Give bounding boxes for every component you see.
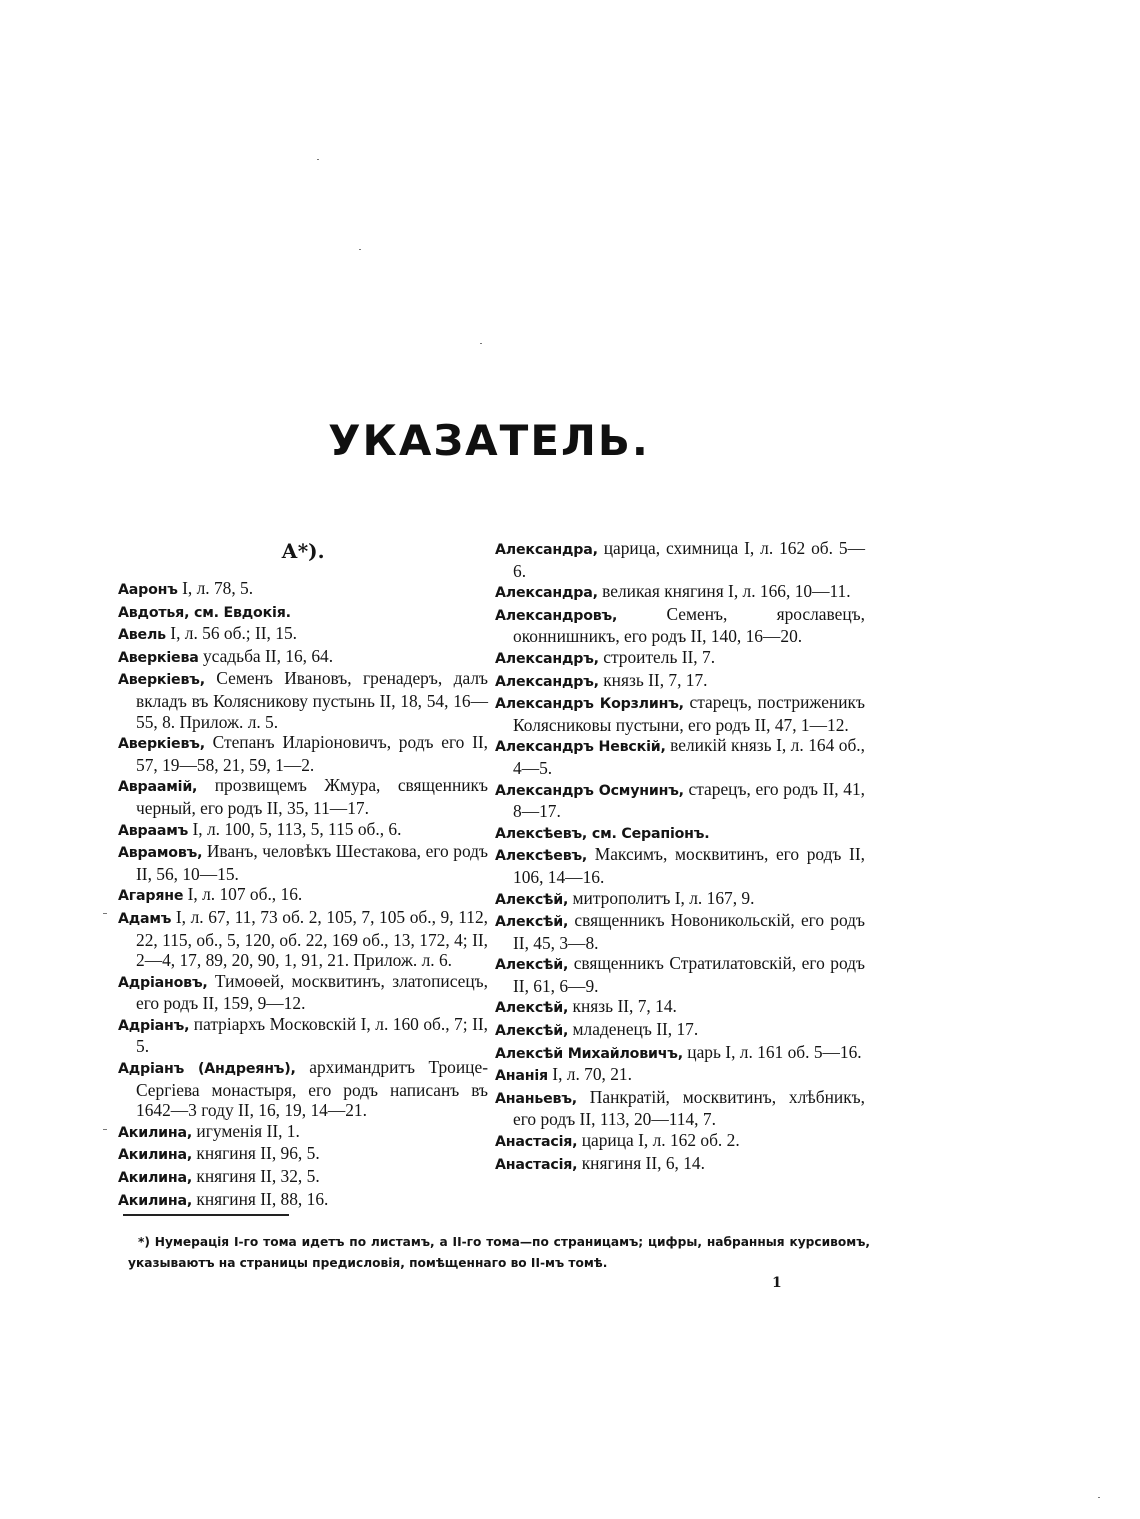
index-entry-headword: Акилина, (118, 1170, 193, 1187)
index-entry-headword: Акилина, (118, 1147, 193, 1164)
index-entry-references: великій князь I, л. 164 об., 4—5. (513, 735, 865, 778)
index-entry (495, 996, 865, 1019)
section-letter-heading: А*). (281, 539, 325, 563)
index-entry-references: священникъ Новоникольскій, его родъ II, 45, 3—8. (513, 910, 865, 953)
index-entry-references: Панкратій, москвитинъ, хлѣбникъ, его родъ II, 113, 20—114, 7. (513, 1086, 865, 1130)
index-entry (495, 1087, 865, 1130)
index-entry-headword: Алексѣй, (495, 1000, 569, 1017)
index-entry (495, 670, 865, 693)
index-entry-references: царица I, л. 162 об. 2. (577, 1130, 740, 1151)
index-entry-references: Семенъ, ярославецъ, оконнишникъ, его родъ II, 140, 16—20. (513, 603, 865, 647)
index-entry (118, 1189, 488, 1212)
index-entry-references: великая княгиня I, л. 166, 10—11. (597, 581, 851, 602)
index-entry-headword: Александровъ, (495, 607, 618, 624)
index-entry-headword: Анастасія, (495, 1134, 578, 1151)
footnote: *) Нумерація I-го тома идетъ по листамъ, а II-го тома—по страницамъ; цифры, набранныя курсивомъ, указываютъ на страницы предисловія, помѣщеннаго во II-мъ томѣ. (128, 1235, 870, 1270)
index-entry (118, 819, 488, 842)
index-entry (495, 910, 865, 953)
index-entry (495, 1042, 865, 1065)
index-entry-headword: Адріанъ, (118, 1017, 190, 1034)
index-entry-headword: Алексѣй Михайловичъ, (495, 1045, 683, 1062)
index-entry-headword: Адріановъ, (118, 974, 208, 991)
index-entry-references: Семенъ Ивановъ, гренадеръ, далъ вкладъ въ Колясникову пустынь II, 18, 54, 16—55, 8. Прилож. л. 5. (136, 668, 488, 732)
index-entry (118, 1166, 488, 1189)
index-entry-references: младенецъ II, 17. (568, 1019, 699, 1040)
index-entry (495, 735, 865, 778)
index-entry-headword: Алексѣевъ, см. Серапіонъ. (495, 825, 710, 842)
index-entry (118, 907, 488, 971)
index-entry (495, 844, 865, 887)
index-entry (495, 1064, 865, 1087)
index-entry-references: I, л. 100, 5, 113, 5, 115 об., 6. (188, 818, 402, 839)
index-entry-references: I, л. 70, 21. (547, 1064, 632, 1085)
index-entry-references: I, л. 107 об., 16. (183, 884, 303, 905)
index-entry-references: I, л. 78, 5. (177, 578, 254, 598)
index-entry-references: патріархъ Московскій I, л. 160 об., 7; II, 5. (136, 1013, 488, 1057)
index-entry (495, 647, 865, 670)
page-title: УКАЗАТЕЛЬ. (328, 416, 650, 465)
index-entry-headword: Аверкіева (118, 649, 199, 666)
index-entry (118, 775, 488, 818)
index-entry-references: старецъ, его родъ II, 41, 8—17. (513, 778, 865, 822)
index-entry-headword: Александра, (495, 585, 598, 602)
index-entry (495, 779, 865, 822)
index-entry (118, 1014, 488, 1057)
index-entry-references: старецъ, постриженикъ Колясниковы пустыни, его родъ II, 47, 1—12. (513, 692, 865, 735)
index-entry-references: строитель II, 7. (598, 646, 716, 667)
index-entry-references: прозвищемъ Жмура, священникъ черный, его родъ II, 35, 11—17. (136, 775, 488, 818)
index-entry-references: Степанъ Иларіоновичъ, родъ его II, 57, 19—58, 21, 59, 1—2. (136, 732, 488, 775)
index-entry-headword: Анастасія, (495, 1156, 578, 1173)
index-entry (118, 623, 488, 646)
index-entry (118, 1057, 488, 1121)
index-entry-references: Иванъ, человѣкъ Шестакова, его родъ II, 56, 10—15. (136, 841, 488, 884)
index-entry-references: княгиня II, 32, 5. (192, 1166, 320, 1187)
index-entry-headword: Аверкіевъ, (118, 672, 205, 689)
index-entry-headword: Адамъ (118, 910, 172, 927)
index-entry-headword: Адріанъ (Андреянъ), (118, 1061, 296, 1078)
index-entry-headword: Аврамовъ, (118, 845, 203, 862)
index-entry (495, 1153, 865, 1176)
index-entry-headword: Аверкіевъ, (118, 736, 205, 753)
scan-speck (103, 913, 107, 914)
index-entry-headword: Акилина, (118, 1124, 193, 1141)
index-entry-references: княгиня II, 88, 16. (192, 1188, 329, 1209)
index-entry-references: Максимъ, москвитинъ, его родъ II, 106, 14—16. (513, 844, 865, 887)
index-entry (118, 884, 488, 907)
index-entry (118, 971, 488, 1014)
index-entry-headword: Алексѣй, (495, 957, 569, 974)
index-entry-headword: Александръ Корзлинъ, (495, 696, 684, 713)
index-entry (495, 822, 865, 845)
scan-speck (480, 343, 482, 344)
index-entry (495, 1019, 865, 1042)
scan-speck (1098, 1497, 1100, 1498)
index-entry (495, 581, 865, 604)
scan-speck (317, 159, 319, 160)
index-entry (118, 668, 488, 732)
index-entry-references: игуменія II, 1. (192, 1120, 300, 1141)
index-entry-references: архимандритъ Троице-Сергіева монастыря, его родъ написанъ въ 1642—3 году II, 16, 19, 14—21. (136, 1057, 488, 1121)
index-entry (495, 1130, 865, 1153)
index-entry (495, 953, 865, 996)
index-entry-headword: Агаряне (118, 888, 184, 905)
index-entry (495, 604, 865, 647)
index-entries-left (118, 578, 488, 1211)
index-entry-references: княгиня II, 6, 14. (577, 1152, 705, 1173)
index-entry-headword: Александръ, (495, 650, 599, 667)
index-entry (495, 538, 865, 581)
index-entry-headword: Алексѣевъ, (495, 848, 588, 865)
index-entry-references: Тимоѳей, москвитинъ, златописецъ, его родъ II, 159, 9—12. (136, 970, 488, 1014)
index-entry-headword: Алексѣй, (495, 1023, 569, 1040)
index-entry-references: княгиня II, 96, 5. (192, 1143, 320, 1164)
scan-speck (103, 1129, 107, 1130)
index-entry (118, 841, 488, 884)
index-entry-headword: Алексѣй, (495, 914, 569, 931)
index-entry-references: царица, схимница I, л. 162 об. 5—6. (513, 538, 865, 581)
index-entry (118, 732, 488, 775)
footnote-rule (123, 1214, 289, 1216)
index-entry-headword: Александръ Невскій, (495, 739, 666, 756)
index-entry-headword: Ананьевъ, (495, 1090, 577, 1107)
index-entry (118, 1143, 488, 1166)
index-entry-headword: Авель (118, 627, 166, 644)
index-entry-headword: Александръ, (495, 673, 599, 690)
page-number: 1 (772, 1275, 782, 1291)
index-entry-headword: Александра, (495, 542, 598, 558)
index-entry-references: князь II, 7, 17. (598, 669, 708, 690)
index-entries-right (495, 538, 865, 1175)
index-column-left (118, 538, 488, 1211)
index-entry (118, 646, 488, 669)
index-entry-headword: Ананія (495, 1068, 548, 1085)
scan-speck (359, 249, 361, 250)
index-entry-references: митрополитъ I, л. 167, 9. (568, 887, 755, 908)
index-entry-references: усадьба II, 16, 64. (198, 645, 334, 666)
index-entry-headword: Ааронъ (118, 582, 178, 598)
index-entry-headword: Авраамъ (118, 822, 189, 839)
index-entry-headword: Александръ Осмунинъ, (495, 782, 684, 799)
index-entry (118, 1121, 488, 1144)
index-entry-headword: Авдотья, см. Евдокія. (118, 604, 291, 621)
index-entry-headword: Алексѣй, (495, 891, 569, 908)
index-entry-references: князь II, 7, 14. (568, 996, 677, 1017)
index-entry (118, 601, 488, 624)
index-entry-references: I, л. 67, 11, 73 об. 2, 105, 7, 105 об., 9, 112, 22, 115, об., 5, 120, об. 22, 169 об., 13, 172, 4; II, 2—4, 17, 89, 20, 90, 1, 91, 21. Прилож. л. 6. (136, 906, 488, 971)
index-entry-references: священникъ Стратилатовскій, его родъ II, 61, 6—9. (513, 953, 865, 996)
index-entry-headword: Акилина, (118, 1192, 193, 1209)
index-entry (495, 692, 865, 735)
index-column-right (495, 538, 865, 1175)
index-entry-references: I, л. 56 об.; II, 15. (165, 623, 297, 644)
index-entry (118, 578, 488, 601)
index-entry (495, 888, 865, 911)
index-entry-headword: Авраамій, (118, 779, 198, 796)
index-entry-references: царь I, л. 161 об. 5—16. (682, 1041, 862, 1062)
